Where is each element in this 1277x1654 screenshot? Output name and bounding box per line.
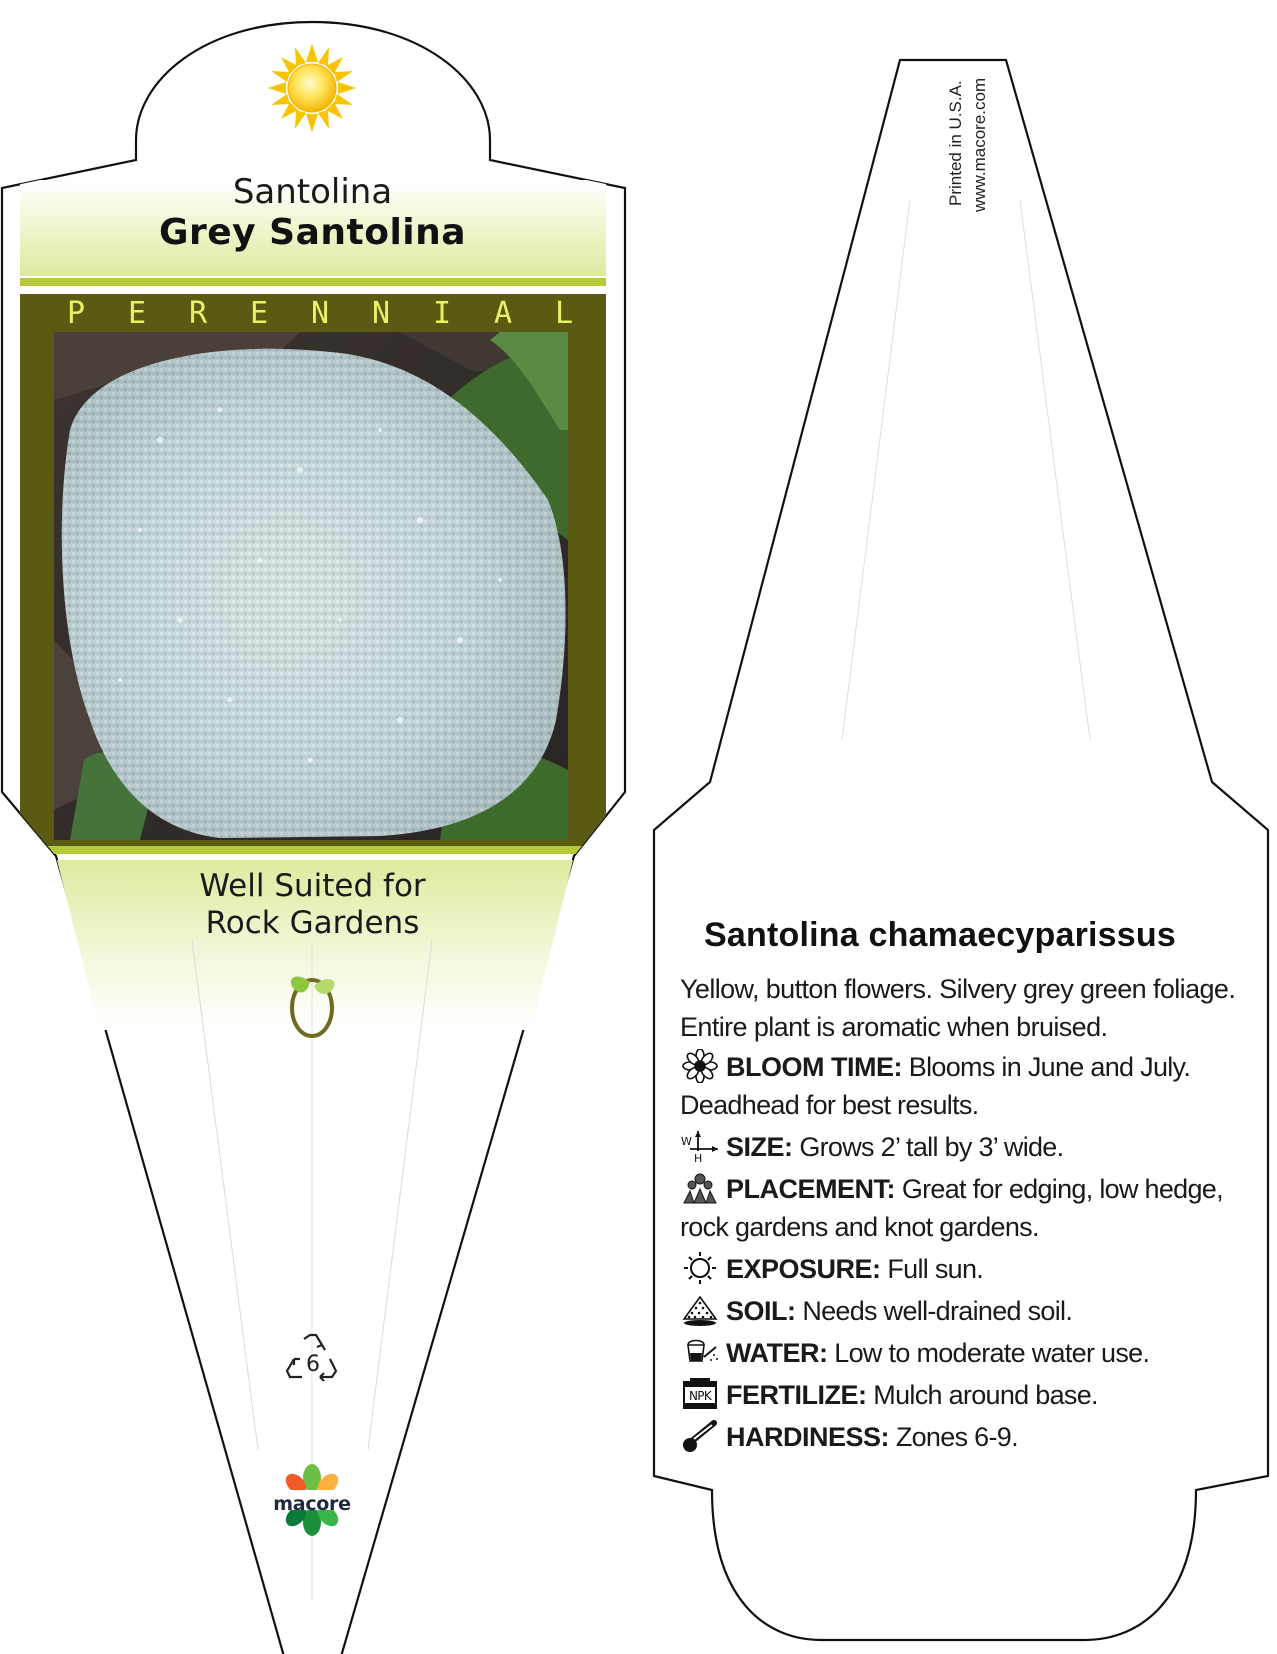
category-letter: E [127,296,147,331]
size-icon [680,1129,720,1163]
care-label: SIZE: [726,1132,793,1162]
common-name: Grey Santolina [158,212,467,253]
care-label: FERTILIZE: [726,1380,867,1410]
care-text: Great for edging, low hedge, rock gardens and knot gardens. [680,1174,1223,1242]
soil-icon [680,1293,720,1327]
care-text: Needs well-drained soil. [802,1296,1073,1326]
size-icon-h: H [694,1151,702,1163]
description: Yellow, button flowers. Silvery grey green foliage. Entire plant is aromatic when bruised. [680,974,1236,1042]
care-label: SOIL: [726,1296,796,1326]
care-text: Blooms in June and July. Deadhead for best results. [680,1052,1191,1120]
npk-icon [680,1377,720,1411]
feature-line: Well Suited for [199,868,426,904]
category-letter: P [66,296,86,331]
care-bloom-time [680,1048,1265,1124]
care-list [680,1048,1265,1460]
care-water [680,1334,1265,1372]
care-text: Low to moderate water use. [834,1338,1150,1368]
size-icon-w: W [681,1134,692,1148]
feature-text [140,868,485,942]
care-label: BLOOM TIME: [726,1052,902,1082]
category-letter: N [310,296,330,331]
category-letter: R [188,296,208,331]
website-link[interactable]: www.macore.com [970,77,989,212]
species-name: Santolina chamaecyparissus [704,916,1176,954]
category-letter: E [249,296,269,331]
printed-in: Printed in U.S.A. [946,80,965,206]
care-text: Zones 6-9. [895,1422,1018,1452]
care-size [680,1128,1265,1166]
care-text: Grows 2’ tall by 3’ wide. [799,1132,1064,1162]
category-letter: A [493,296,513,331]
care-label: HARDINESS: [726,1422,890,1452]
genus-name: Santolina [232,172,393,212]
care-text: Full sun. [887,1254,984,1284]
category-label [22,296,612,331]
header-rule [20,278,606,286]
care-soil [680,1292,1265,1330]
category-letter: N [371,296,391,331]
category-letter: L [554,296,574,331]
care-placement [680,1170,1265,1246]
flower-icon [680,1049,720,1083]
care-hardiness [680,1418,1265,1456]
care-label: WATER: [726,1338,828,1368]
brand-name: macore [273,1493,351,1515]
care-text: Mulch around base. [873,1380,1098,1410]
feature-line: Rock Gardens [205,905,420,941]
recycle-code: 6 [306,1352,320,1377]
thermometer-icon [680,1419,720,1453]
watering-can-icon [680,1335,720,1369]
npk-text: NPK [689,1388,711,1403]
category-letter: I [432,296,452,331]
care-label: PLACEMENT: [726,1174,895,1204]
placement-icon [680,1171,720,1205]
exposure-sun-icon [680,1251,720,1285]
care-fertilize [680,1376,1265,1414]
plant-photo [54,332,568,840]
care-exposure [680,1250,1265,1288]
sun-icon [268,44,356,132]
care-label: EXPOSURE: [726,1254,881,1284]
